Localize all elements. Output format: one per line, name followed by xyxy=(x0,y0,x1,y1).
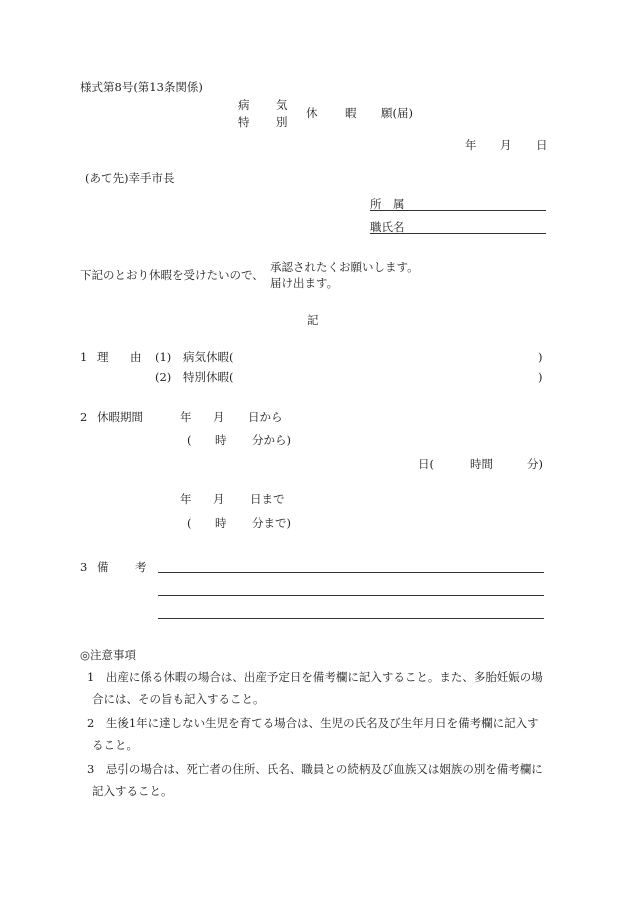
note-3-line-2: 記入すること。 xyxy=(92,784,173,798)
to-paren-open: ( xyxy=(187,516,192,530)
from-year: 年 xyxy=(180,410,192,424)
request-option-approve: 承認されたくお願いします。 xyxy=(270,260,419,274)
form-number: 様式第8号(第13条関係) xyxy=(80,80,203,94)
name-field[interactable] xyxy=(370,233,546,234)
name-label: 職氏名 xyxy=(370,220,405,234)
to-month: 月 xyxy=(213,492,225,506)
reason-item2-label: 特別休暇( xyxy=(183,370,234,384)
period-label: 休暇期間 xyxy=(97,410,143,424)
total-days: 日( xyxy=(418,457,434,471)
remarks-label-2: 考 xyxy=(135,560,147,574)
remarks-label-1: 備 xyxy=(97,560,109,574)
request-option-notify: 届け出ます。 xyxy=(270,276,339,290)
total-minutes: 分) xyxy=(527,457,543,471)
total-hours: 時間 xyxy=(470,457,493,471)
reason-item1-close: ) xyxy=(538,350,543,364)
date-day: 日 xyxy=(536,138,548,152)
title-kyu: 休 xyxy=(306,106,318,120)
to-minute: 分まで) xyxy=(252,516,291,530)
title-option-sick-2: 気 xyxy=(276,98,288,112)
date-year: 年 xyxy=(465,138,477,152)
reason-number: 1 xyxy=(80,350,88,364)
ki-heading: 記 xyxy=(307,313,319,327)
remarks-number: 3 xyxy=(80,560,88,574)
note-1-line-1: 1 出産に係る休暇の場合は、出産予定日を備考欄に記入すること。また、多胎妊娠の場 xyxy=(87,670,543,684)
request-lead: 下記のとおり休暇を受けたいので、 xyxy=(80,268,264,282)
notes-heading: ◎注意事項 xyxy=(80,648,137,662)
addressee: (あて先)幸手市長 xyxy=(85,171,175,185)
remarks-line-3[interactable] xyxy=(158,618,544,619)
reason-label-2: 由 xyxy=(130,350,142,364)
title-option-special-2: 別 xyxy=(276,115,288,129)
period-number: 2 xyxy=(80,410,88,424)
reason-item2-close: ) xyxy=(538,370,543,384)
from-paren-open: ( xyxy=(187,433,192,447)
title-ka: 暇 xyxy=(345,106,357,120)
remarks-line-1[interactable] xyxy=(158,572,544,573)
to-day: 日まで xyxy=(250,492,285,506)
from-day: 日から xyxy=(248,410,283,424)
affiliation-field[interactable] xyxy=(370,210,546,211)
reason-item1-label: 病気休暇( xyxy=(183,350,234,364)
to-year: 年 xyxy=(180,492,192,506)
from-minute: 分から) xyxy=(252,433,291,447)
title-negai: 願(届) xyxy=(381,106,413,120)
note-3-line-1: 3 忌引の場合は、死亡者の住所、氏名、職員との続柄及び血族又は姻族の別を備考欄に xyxy=(87,762,543,776)
note-2-line-1: 2 生後1年に達しない生児を育てる場合は、生児の氏名及び生年月日を備考欄に記入す xyxy=(87,716,539,730)
reason-item1-number: (1) xyxy=(155,350,172,364)
title-option-sick-1: 病 xyxy=(238,98,250,112)
note-1-line-2: 合には、その旨も記入すること。 xyxy=(92,692,265,706)
note-2-line-2: ること。 xyxy=(92,738,138,752)
title-option-special-1: 特 xyxy=(238,115,250,129)
from-month: 月 xyxy=(213,410,225,424)
reason-label-1: 理 xyxy=(97,350,109,364)
affiliation-label: 所 属 xyxy=(370,197,405,211)
reason-item2-number: (2) xyxy=(155,370,172,384)
to-hour: 時 xyxy=(215,516,227,530)
from-hour: 時 xyxy=(215,433,227,447)
remarks-line-2[interactable] xyxy=(158,595,544,596)
date-month: 月 xyxy=(500,138,512,152)
